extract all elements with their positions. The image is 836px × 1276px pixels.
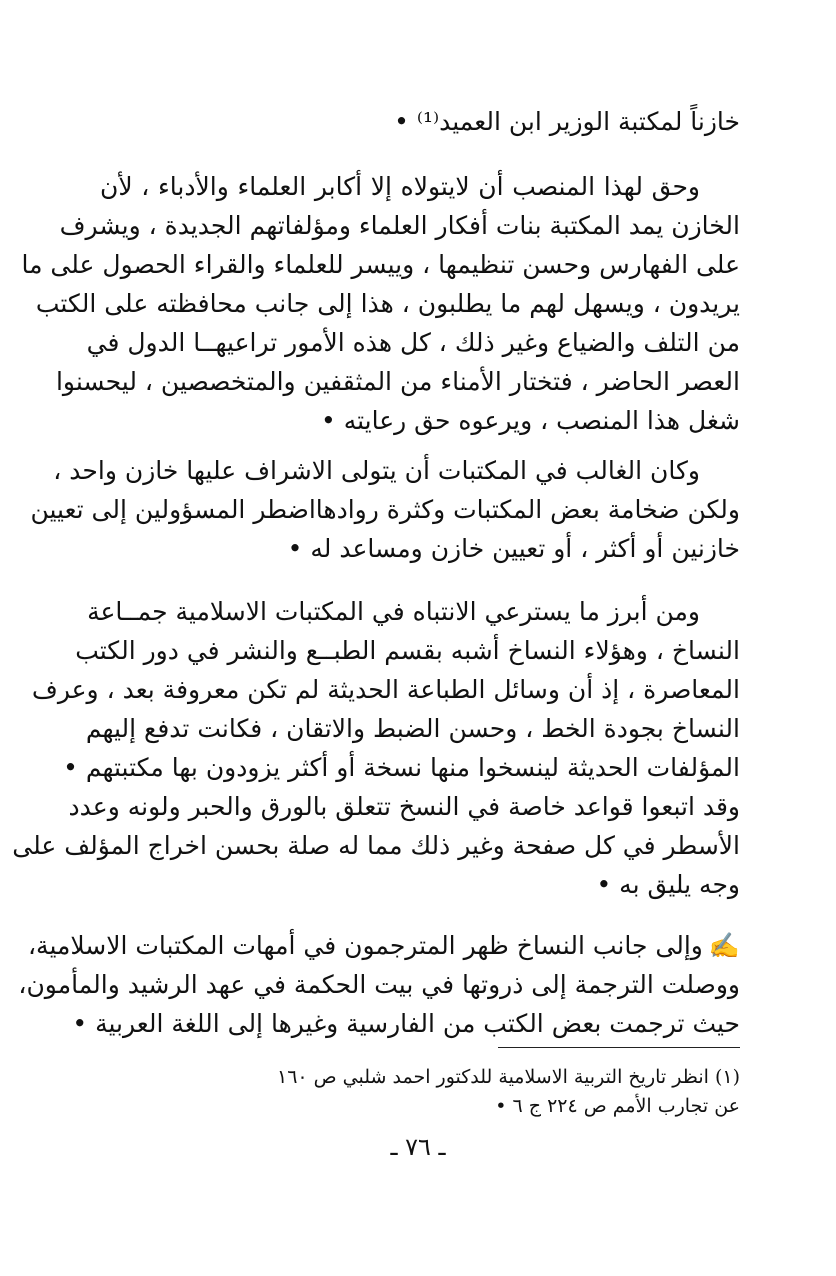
paragraph-3-line-6: وقد اتبعوا قواعد خاصة في النسخ تتعلق بالورق والحبر ولونه وعدد: [68, 792, 740, 821]
paragraph-3-line-5: المؤلفات الحديثة لينسخوا منها نسخة أو أكثر يزودون بها مكتبتهم •: [63, 753, 740, 782]
page-number: ـ ٧٦ ـ: [390, 1133, 446, 1161]
paragraph-3-line-7: الأسطر في كل صفحة وغير ذلك مما له صلة بحسن اخراج المؤلف على: [12, 831, 740, 860]
pen-marker-icon: ✍: [708, 931, 740, 960]
footnote-line-2: عن تجارب الأمم ص ٢٢٤ ج ٦ •: [495, 1095, 740, 1117]
paragraph-1-line-4: يريدون ، ويسهل لهم ما يطلبون ، هذا إلى جانب محافظته على الكتب: [35, 289, 740, 318]
paragraph-1-line-3: على الفهارس وحسن تنظيمها ، وييسر للعلماء والقراء الحصول على ما: [21, 250, 740, 279]
paragraph-2-line-1: وكان الغالب في المكتبات أن يتولى الاشراف عليها خازن واحد ،: [53, 456, 700, 485]
paragraph-3-line-1: ومن أبرز ما يسترعي الانتباه في المكتبات الاسلامية جمــاعة: [87, 597, 700, 626]
paragraph-4-line-1-text: وإلى جانب النساخ ظهر المترجمون في أمهات المكتبات الاسلامية،: [27, 931, 703, 960]
paragraph-1-line-6: العصر الحاضر ، فتختار الأمناء من المثقفين والمتخصصين ، ليحسنوا: [55, 367, 740, 396]
paragraph-4-line-2: ووصلت الترجمة إلى ذروتها في بيت الحكمة في عهد الرشيد والمأمون،: [18, 970, 740, 999]
paragraph-3-line-4: النساخ بجودة الخط ، وحسن الضبط والاتقان ، فكانت تدفع إليهم: [85, 714, 740, 743]
paragraph-3-line-3: المعاصرة ، إذ أن وسائل الطباعة الحديثة لم تكن معروفة بعد ، وعرف: [31, 675, 740, 704]
continuation-line: خازناً لمكتبة الوزير ابن العميد⁽¹⁾ •: [394, 107, 740, 136]
paragraph-2-line-3: خازنين أو أكثر ، أو تعيين خازن ومساعد له •: [287, 534, 740, 563]
paragraph-1-line-2: الخازن يمد المكتبة بنات أفكار العلماء ومؤلفاتهم الجديدة ، ويشرف: [59, 211, 740, 240]
footnote-line-1: (١) انظر تاريخ التربية الاسلامية للدكتور احمد شلبي ص ١٦٠: [277, 1066, 740, 1088]
footnote-separator: [498, 1047, 740, 1048]
paragraph-3-line-2: النساخ ، وهؤلاء النساخ أشبه بقسم الطبــع والنشر في دور الكتب: [75, 636, 740, 665]
paragraph-1-line-1: وحق لهذا المنصب أن لايتولاه إلا أكابر العلماء والأدباء ، لأن: [100, 172, 700, 201]
paragraph-3-line-8: وجه يليق به •: [596, 870, 740, 899]
paragraph-1-line-5: من التلف والضياع وغير ذلك ، كل هذه الأمور تراعيهــا الدول في: [86, 328, 740, 357]
paragraph-2-line-2: ولكن ضخامة بعض المكتبات وكثرة روادهااضطر المسؤولين إلى تعيين: [30, 495, 740, 524]
paragraph-4-line-1: [27, 928, 740, 964]
paragraph-4-line-3: حيث ترجمت بعض الكتب من الفارسية وغيرها إلى اللغة العربية •: [72, 1009, 740, 1038]
paragraph-1-line-7: شغل هذا المنصب ، ويرعوه حق رعايته •: [321, 406, 740, 435]
